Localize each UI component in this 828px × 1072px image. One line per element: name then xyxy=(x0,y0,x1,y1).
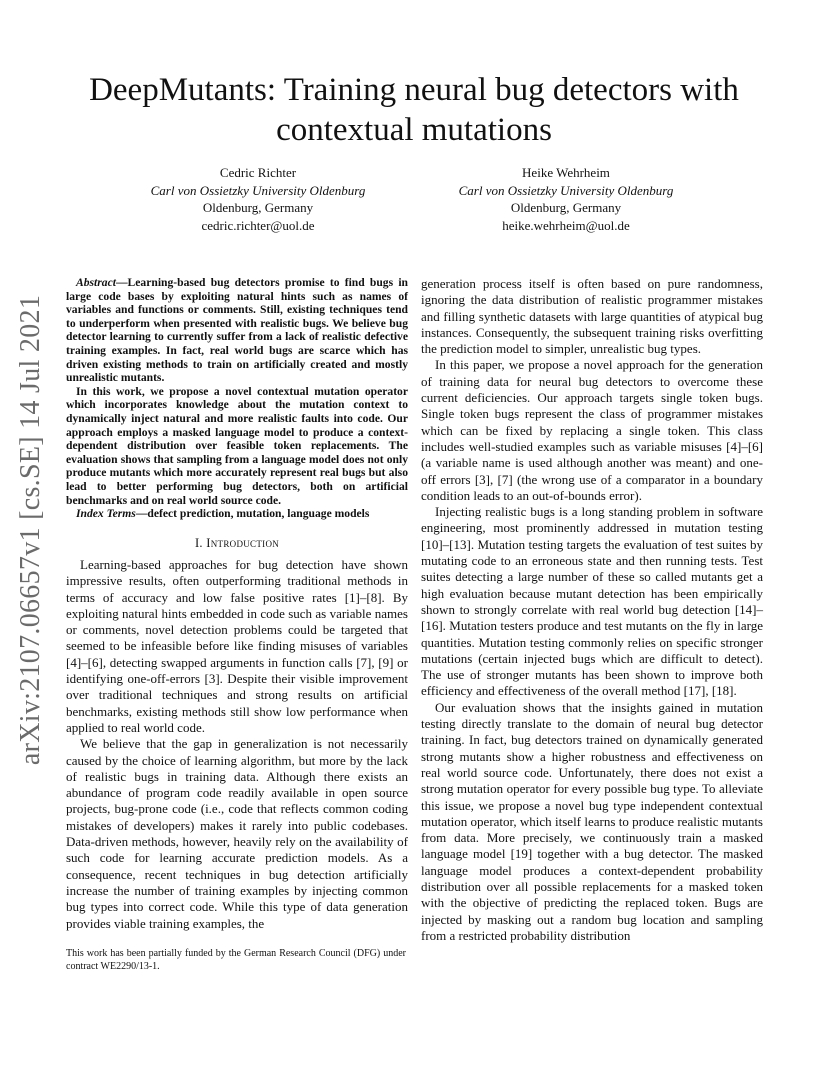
author-affiliation: Carl von Ossietzky University Oldenburg xyxy=(150,182,366,198)
section-heading: I. Introduction xyxy=(194,535,280,550)
author-name: Cedric Richter xyxy=(219,165,297,180)
author-email: cedric.richter@uol.de xyxy=(201,217,315,233)
body-paragraph: In this paper, we propose a novel approach for the generation of training data for neural bug detectors to overcome these current deficiencies. Our approach targets single token bugs. Single token bugs represent the class of programmer mistakes which can be fixed by replacing a single token. This class includes well-studied examples such as variable misuses [4]–[6](a variable name is used although another was meant) and one-off errors [3], [7] (the wrong use of a comparator in a boundary condition leads to an out-of-bounds error). xyxy=(421,357,763,503)
index-terms-label: Index Terms xyxy=(76,507,136,521)
abstract-label: Abstract xyxy=(76,276,116,289)
intro-paragraph: Learning-based approaches for bug detection have shown impressive results, often outperforming traditional methods in terms of accuracy and low false positive rates [1]–[8]. By exploiting natural hints embedded in code such as variable names or comments, novel detection problems could be targeted that seemed to be infeasible before like finding misuses of variables [4]–[6], detecting swapped arguments in function calls [7], [9] or identifying one-off-errors [3]. Despite their visible improvement over traditional techniques and strong results on artificial benchmarks, existing methods still show low performance when applied to real world code. xyxy=(66,556,408,735)
author-location: Oldenburg, Germany xyxy=(510,200,622,215)
body-paragraph: generation process itself is often based on pure randomness, ignoring the data distribution of realistic programmer mistakes and filling synthetic datasets with large quantities of atypical bug instances. Consequently, the subsequent training risks overfitting the prediction model to simpler, unrealistic bug types. xyxy=(421,276,763,357)
left-column xyxy=(66,276,408,932)
body-paragraph: Our evaluation shows that the insights gained in mutation testing directly translate to the domain of neural bug detector training. In fact, bug detectors trained on dynamically generated strong mutants show a higher robustness and effectiveness on real world source code. Unfortunately, there does not exist a strong mutation operator for every possible bug type. To alleviate this issue, we propose a novel bug type independent contextual mutation operator, which itself learns to produce realistic mutants from data. More precisely, we continuously train a masked language model [19] together with a bug detector. The masked language model produces a context-dependent probability distribution over all possible replacements for a masked token with the objective of predicting the replaced token. Bugs are injected by masking out a random bug location and sampling from a restricted probability distribution xyxy=(421,699,763,943)
paper-title: DeepMutants: Training neural bug detectors with contextual mutations xyxy=(89,72,739,148)
author-email: heike.wehrheim@uol.de xyxy=(502,217,630,233)
abstract xyxy=(66,276,408,521)
right-column xyxy=(421,276,763,944)
author-location: Oldenburg, Germany xyxy=(202,200,314,215)
arxiv-stamp: arXiv:2107.06657v1 [cs.SE] 14 Jul 2021 xyxy=(15,294,46,766)
author-block-1 xyxy=(108,164,408,234)
index-terms: —defect prediction, mutation, language models xyxy=(135,507,370,521)
intro-paragraph: We believe that the gap in generalization is not necessarily caused by the choice of learning algorithm, but more by the lack of realistic bugs in training data. Although there exists an abundance of program code readily available in open source projects, bug-prone code (i.e., code that reflects common coding mistakes of developers) makes it rarely into public codebases. Data-driven methods, however, heavily rely on the availability of such code for learning accurate prediction models. As a consequence, recent techniques in bug detection artificially increase the number of training examples by injecting common bug types into correct code. While this type of data generation provides viable training examples, the xyxy=(66,736,408,931)
author-name: Heike Wehrheim xyxy=(522,165,610,180)
footnote: This work has been partially funded by the German Research Council (DFG) under contract WE2290/13-1. xyxy=(66,948,406,972)
abstract-p2: In this work, we propose a novel contextual mutation operator which incorporates knowledge about the mutation context to dynamically inject natural and more realistic faults into code. Our approach employs a masked language model to produce a context-dependent distribution over feasible token replacements. The evaluation shows that sampling from a language model does not only produce mutants which more accurately represent real bugs but also lead to better performing bug detectors, both on artificial benchmarks and on real world source code. xyxy=(66,384,408,507)
abstract-p1: —Learning-based bug detectors promise to find bugs in large code bases by exploiting natural hints such as names of variables and functions or comments. Still, existing techniques tend to underperform when presented with realistic bugs. We believe bug detector learning to currently suffer from a lack of realistic defective training examples. In fact, real world bugs are scarce which has driven existing methods to train on artificially created and mostly unrealistic mutants. xyxy=(66,276,408,385)
author-block-2 xyxy=(416,164,716,234)
author-affiliation: Carl von Ossietzky University Oldenburg xyxy=(458,182,674,198)
body-paragraph: Injecting realistic bugs is a long standing problem in software engineering, most prominently addressed in mutation testing [10]–[13]. Mutation testing targets the evaluation of test suites by mutating code to an erroneous state and then running tests. Test suites detecting a large number of these so called mutants get a high evaluation because mutant detection has been empirically shown to strongly correlate with real world bug detection [14]–[16]. Mutation testers produce and test mutants on the fly in large quantities. Mutation testing commonly relies on specific stronger mutations (certain injected bugs which are difficult to detect). The use of stronger mutants has been shown to improve both efficiency and effectiveness of the overall method [17], [18]. xyxy=(421,504,763,699)
